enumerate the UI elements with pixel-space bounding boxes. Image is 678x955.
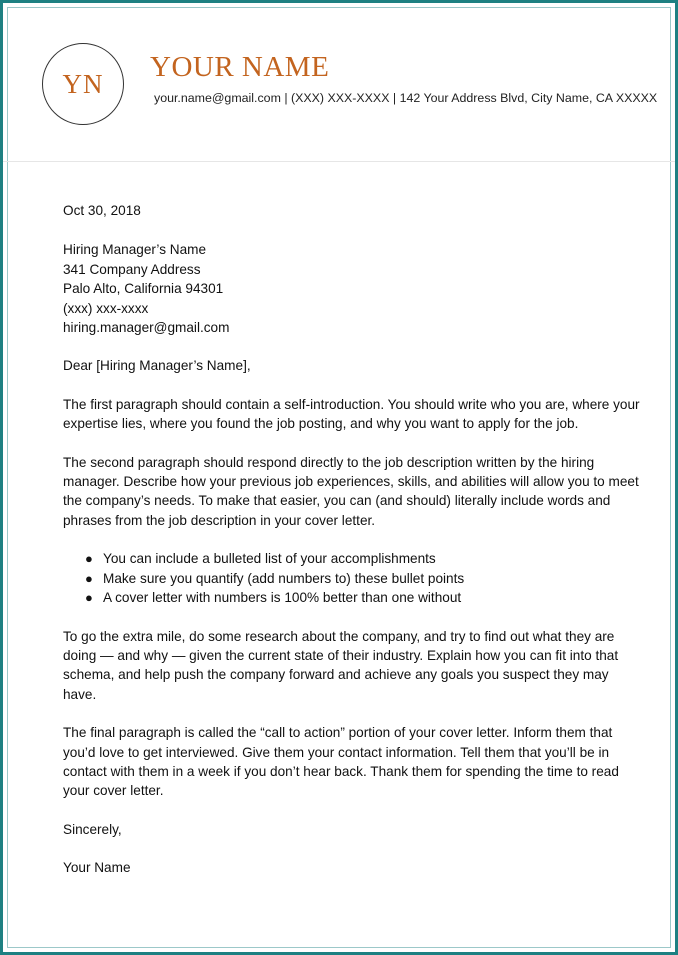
paragraph-call-to-action: The final paragraph is called the “call to action” portion of your cover letter. Inform them that you’d love to get interviewed. Give them your contact information. Tell them that you’ll be in contact with them in a week if you don’t hear back. Thank them for spending the time to read your cover letter. xyxy=(63,725,619,799)
bullet-text: Make sure you quantify (add numbers to) these bullet points xyxy=(103,570,465,586)
recipient-block xyxy=(63,240,643,337)
recipient-city: Palo Alto, California 94301 xyxy=(63,281,224,297)
salutation: Dear [Hiring Manager’s Name], xyxy=(63,358,251,374)
bullet-icon: ● xyxy=(85,590,93,606)
recipient-address: 341 Company Address xyxy=(63,261,201,277)
signature-name: Your Name xyxy=(63,860,131,876)
letter-body xyxy=(63,201,643,878)
letter-header xyxy=(3,3,675,162)
paragraph-research: To go the extra mile, do some research about the company, and try to find out what they are doing — and why — given the current state of their industry. Explain how you can fit into that schema, and help push the company forward and achieve any goals you suspect they may have. xyxy=(63,628,619,702)
bullet-text: You can include a bulleted list of your accomplishments xyxy=(103,551,436,567)
monogram-badge: YN xyxy=(42,43,124,125)
sender-contact-line: your.name@gmail.com | (XXX) XXX-XXXX | 142 Your Address Blvd, City Name, CA XXXXX xyxy=(154,91,658,105)
sender-name: YOUR NAME xyxy=(150,51,330,83)
list-item xyxy=(85,569,643,588)
accomplishments-list xyxy=(63,549,643,607)
paragraph-intro: The first paragraph should contain a self-introduction. You should write who you are, where your expertise lies, where you found the job posting, and why you want to apply for the job. xyxy=(63,396,640,432)
bullet-icon: ● xyxy=(85,570,93,586)
paragraph-job-fit: The second paragraph should respond directly to the job description written by the hiring manager. Describe how your previous job experiences, skills, and abilities will allow you to meet the company’s needs. To make that easier, you can (and should) literally include words and phrases from the job description in your cover letter. xyxy=(63,454,639,528)
letter-date: Oct 30, 2018 xyxy=(63,203,141,218)
closing: Sincerely, xyxy=(63,821,122,837)
bullet-text: A cover letter with numbers is 100% better than one without xyxy=(103,590,462,606)
recipient-email: hiring.manager@gmail.com xyxy=(63,320,230,336)
list-item xyxy=(85,588,643,607)
recipient-name: Hiring Manager’s Name xyxy=(63,242,207,258)
list-item xyxy=(85,549,643,568)
recipient-phone: (xxx) xxx-xxxx xyxy=(63,300,149,316)
bullet-icon: ● xyxy=(85,551,93,567)
